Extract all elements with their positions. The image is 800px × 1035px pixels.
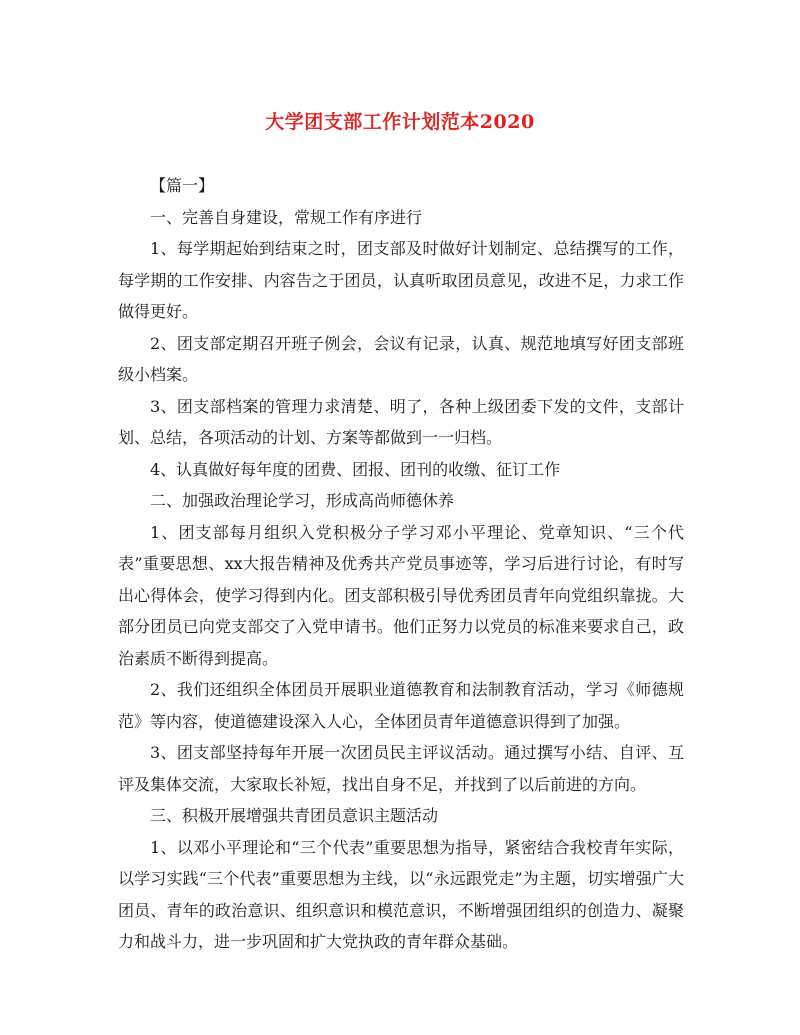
document-title: 大学团支部工作计划范本2020 [265, 111, 535, 133]
paragraph: 3、团支部坚持每年开展一次团员民主评议活动。通过撰写小结、自评、互评及集体交流，大家取长补短，找出自身不足，并找到了以后前进的方向。 [118, 743, 684, 794]
section-heading-2: 二、加强政治理论学习，形成高尚师德休养 [150, 491, 455, 510]
section-heading-1: 一、完善自身建设，常规工作有序进行 [150, 207, 423, 227]
section-heading-3: 三、积极开展增强共青团员意识主题活动 [150, 806, 439, 825]
paragraph: 3、团支部档案的管理力求清楚、明了，各种上级团委下发的文件，支部计划、总结，各项活动的计划、方案等都做到一一归档。 [118, 396, 684, 447]
paragraph: 2、我们还组织全体团员开展职业道德教育和法制教育活动，学习《师德规范》等内容，使道德建设深入人心，全体团员青年道德意识得到了加强。 [118, 680, 684, 731]
paragraph: 1、团支部每月组织入党积极分子学习邓小平理论、党章知识、“三个代表”重要思想、xx大报告精神及优秀共产党员事迹等，学习后进行讨论，有时写出心得体会，使学习得到内化。团支部积极引导优秀团员青年向党组织靠拢。大部分团员已向党支部交了入党申请书。他们正努力以党员的标准来要求自己，政治素质不断得到提高。 [118, 522, 684, 668]
paragraph: 1、每学期起始到结束之时，团支部及时做好计划制定、总结撰写的工作，每学期的工作安排、内容告之于团员，认真听取团员意见，改进不足，力求工作做得更好。 [118, 239, 684, 321]
document-body [118, 170, 684, 958]
paragraph: 2、团支部定期召开班子例会，会议有记录，认真、规范地填写好团支部班级小档案。 [118, 333, 684, 384]
section-label: 【篇一】 [150, 176, 215, 195]
paragraph: 4、认真做好每年度的团费、团报、团刊的收缴、征订工作 [150, 459, 561, 479]
paragraph: 1、以邓小平理论和“三个代表”重要思想为指导，紧密结合我校青年实际，以学习实践“三个代表”重要思想为主线，以“永远跟党走”为主题，切实增强广大团员、青年的政治意识、组织意识和模范意识，不断增强团组织的创造力、凝聚力和战斗力，进一步巩固和扩大党执政的青年群众基础。 [118, 837, 684, 951]
